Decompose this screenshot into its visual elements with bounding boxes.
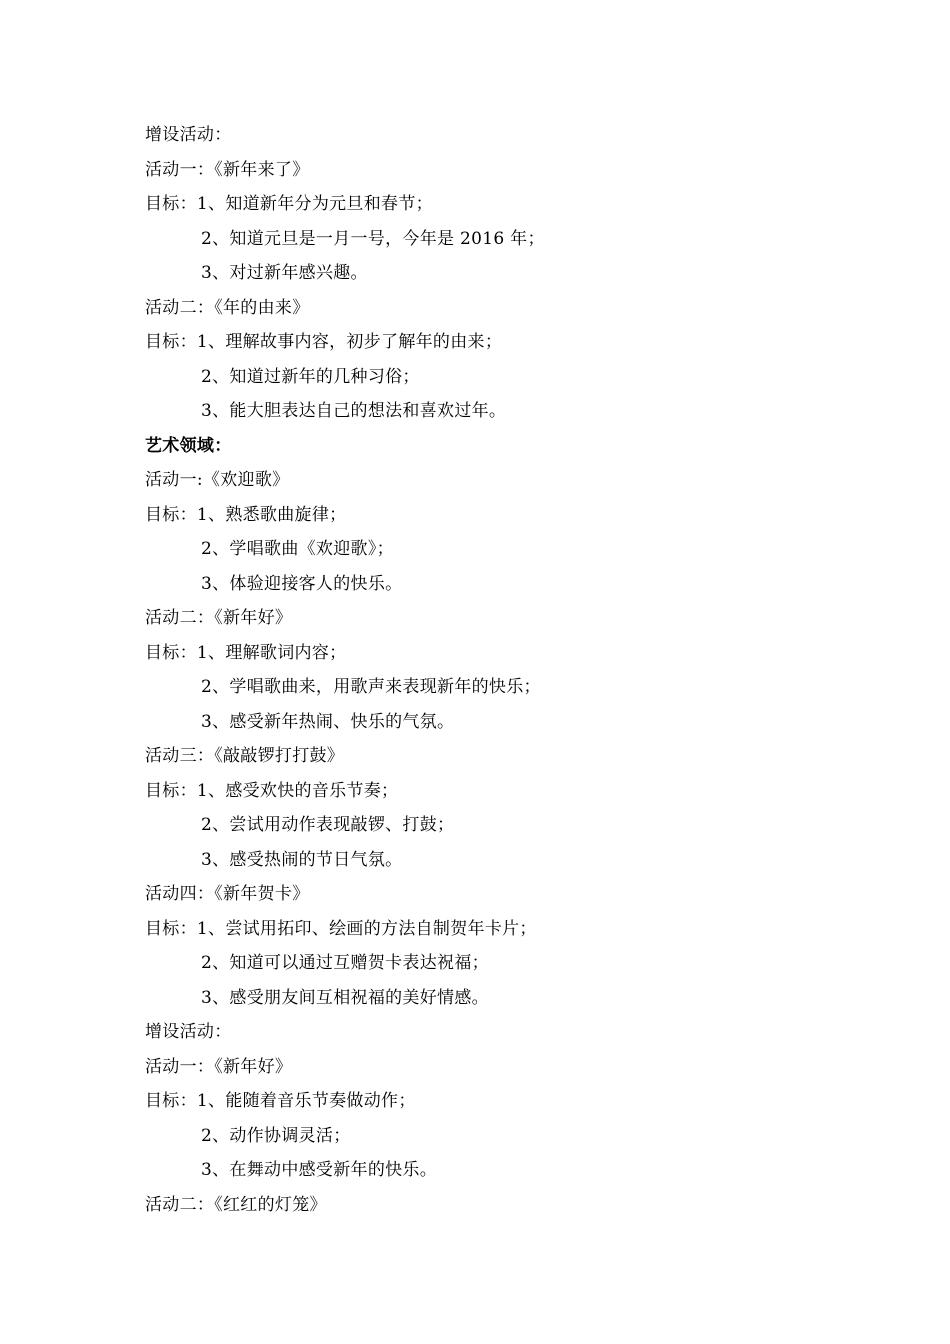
activity-title: 活动二：《新年好》 <box>145 608 293 628</box>
activity-title: 活动一：《新年来了》 <box>145 159 310 180</box>
section-label: 增设活动： <box>145 125 232 145</box>
document-body <box>145 118 845 1222</box>
goal-line: 3、感受朋友间互相祝福的美好情感。 <box>201 987 489 1008</box>
goal-line: 目标：1、能随着音乐节奏做动作； <box>145 1091 416 1111</box>
activity-title: 活动一:《欢迎歌》 <box>145 470 290 490</box>
goal-line: 2、知道元旦是一月一号，今年是 2016 年； <box>201 228 545 249</box>
goal-line: 2、知道过新年的几种习俗； <box>201 366 420 387</box>
goal-line: 目标：1、理解歌词内容； <box>145 642 347 663</box>
goal-line: 2、尝试用动作表现敲锣、打鼓； <box>201 815 455 835</box>
goal-line: 2、学唱歌曲来，用歌声来表现新年的快乐； <box>201 677 541 697</box>
activity-title: 活动三：《敲敲锣打打鼓》 <box>145 746 345 766</box>
goal-line: 2、动作协调灵活； <box>201 1125 351 1146</box>
goal-line: 3、感受热闹的节日气氛。 <box>201 849 403 870</box>
goal-line: 3、能大胆表达自己的想法和喜欢过年。 <box>201 401 507 421</box>
goal-line: 目标：1、尝试用拓印、绘画的方法自制贺年卡片； <box>145 918 537 939</box>
goal-line: 3、对过新年感兴趣。 <box>201 263 368 283</box>
goal-line: 目标：1、知道新年分为元旦和春节； <box>145 194 433 214</box>
section-label: 增设活动： <box>145 1022 232 1042</box>
domain-heading: 艺术领域： <box>145 435 232 456</box>
goal-line: 2、学唱歌曲《欢迎歌》； <box>201 539 394 559</box>
goal-line: 3、体验迎接客人的快乐。 <box>201 573 403 594</box>
goal-line: 3、在舞动中感受新年的快乐。 <box>201 1160 438 1180</box>
activity-title: 活动二：《年的由来》 <box>145 297 310 318</box>
activity-title: 活动四：《新年贺卡》 <box>145 884 310 904</box>
goal-line: 3、感受新年热闹、快乐的气氛。 <box>201 711 455 732</box>
goal-line: 2、知道可以通过互赠贺卡表达祝福； <box>201 953 489 973</box>
goal-line: 目标：1、熟悉歌曲旋律； <box>145 504 347 525</box>
activity-title: 活动二：《红红的灯笼》 <box>145 1194 327 1215</box>
activity-title: 活动一：《新年好》 <box>145 1056 293 1077</box>
goal-line: 目标：1、感受欢快的音乐节奏； <box>145 780 399 801</box>
goal-line: 目标：1、理解故事内容，初步了解年的由来； <box>145 332 503 352</box>
